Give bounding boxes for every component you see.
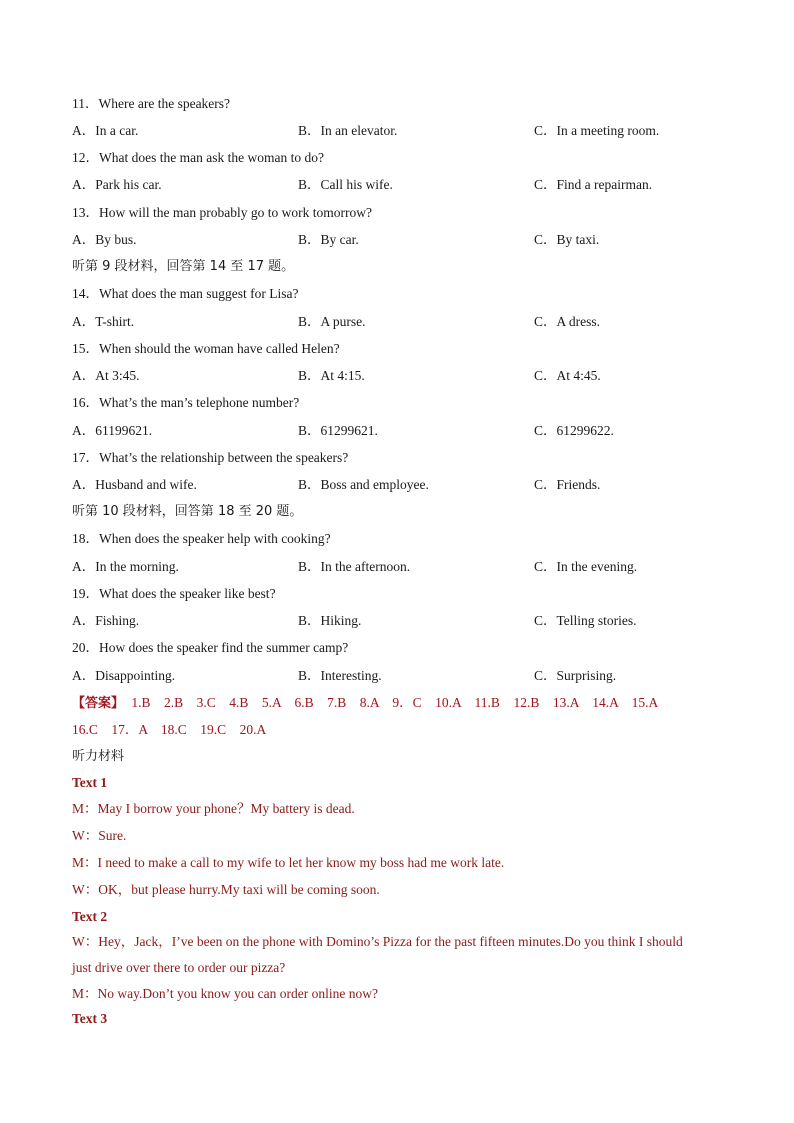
text-2-line-3: M：No way.Don’t you know you can order online now? <box>72 986 378 1001</box>
question-12: 12．What does the man ask the woman to do? <box>72 150 324 165</box>
text-1-line-4: W：OK，but please hurry.My taxi will be coming soon. <box>72 882 380 897</box>
answer-label: 【答案】 <box>72 696 125 711</box>
section-9-heading: 听第 9 段材料，回答第 14 至 17 题。 <box>72 259 295 274</box>
option-19-a: A．Fishing. <box>72 613 140 628</box>
text-2-line-2: just drive over there to order our pizza? <box>72 960 286 975</box>
option-17-a: A．Husband and wife. <box>72 477 197 492</box>
option-18-b: B．In the afternoon. <box>298 559 411 574</box>
question-18: 18．When does the speaker help with cooking? <box>72 531 331 546</box>
option-18-c: C．In the evening. <box>534 559 638 574</box>
answer-key-row-1 <box>72 694 662 713</box>
text-1-line-2: W：Sure. <box>72 828 127 843</box>
option-17-b: B．Boss and employee. <box>298 477 429 492</box>
option-13-b: B．By car. <box>298 232 359 247</box>
option-12-a: A．Park his car. <box>72 177 162 192</box>
question-14: 14．What does the man suggest for Lisa? <box>72 286 299 301</box>
question-11: 11．Where are the speakers? <box>72 96 231 111</box>
option-12-c: C．Find a repairman. <box>534 177 653 192</box>
option-16-c: C．61299622. <box>534 423 614 438</box>
option-12-b: B．Call his wife. <box>298 177 393 192</box>
listening-material-heading: 听力材料 <box>72 749 125 764</box>
answer-list-2: 16.C 17．A 18.C 19.C 20.A <box>72 722 267 737</box>
answer-list-1: 1.B 2.B 3.C 4.B 5.A 6.B 7.B 8.A 9．C 10.A 11.B 12.B 13.A 14.A 15.A <box>131 695 659 710</box>
option-14-a: A．T-shirt. <box>72 314 135 329</box>
text-2-title: Text 2 <box>72 909 108 924</box>
option-11-c: C．In a meeting room. <box>534 123 660 138</box>
text-1-line-3: M：I need to make a call to my wife to let her know my boss had me work late. <box>72 855 505 870</box>
option-20-a: A．Disappointing. <box>72 668 176 683</box>
option-20-b: B．Interesting. <box>298 668 382 683</box>
text-1-title: Text 1 <box>72 775 108 790</box>
option-15-a: A．At 3:45. <box>72 368 140 383</box>
option-15-b: B．At 4:15. <box>298 368 365 383</box>
option-18-a: A．In the morning. <box>72 559 179 574</box>
text-3-title: Text 3 <box>72 1011 108 1026</box>
question-20: 20．How does the speaker find the summer camp? <box>72 640 349 655</box>
option-11-b: B．In an elevator. <box>298 123 398 138</box>
section-10-heading: 听第 10 段材料，回答第 18 至 20 题。 <box>72 504 303 519</box>
option-14-b: B．A purse. <box>298 314 366 329</box>
option-20-c: C．Surprising. <box>534 668 617 683</box>
option-14-c: C．A dress. <box>534 314 601 329</box>
option-16-a: A．61199621. <box>72 423 153 438</box>
question-16: 16．What’s the man’s telephone number? <box>72 395 300 410</box>
option-19-b: B．Hiking. <box>298 613 362 628</box>
question-13: 13．How will the man probably go to work tomorrow? <box>72 205 372 220</box>
option-16-b: B．61299621. <box>298 423 378 438</box>
text-2-line-1: W：Hey，Jack，I’ve been on the phone with Domino’s Pizza for the past fifteen minutes.Do you think I should <box>72 934 683 949</box>
question-17: 17．What’s the relationship between the speakers? <box>72 450 349 465</box>
question-19: 19．What does the speaker like best? <box>72 586 276 601</box>
text-1-line-1: M：May I borrow your phone？My battery is dead. <box>72 801 355 816</box>
option-13-c: C．By taxi. <box>534 232 600 247</box>
question-15: 15．When should the woman have called Helen? <box>72 341 340 356</box>
option-19-c: C．Telling stories. <box>534 613 637 628</box>
answer-key-row-2 <box>72 721 270 739</box>
option-17-c: C．Friends. <box>534 477 601 492</box>
option-13-a: A．By bus. <box>72 232 137 247</box>
option-15-c: C．At 4:45. <box>534 368 601 383</box>
option-11-a: A．In a car. <box>72 123 139 138</box>
